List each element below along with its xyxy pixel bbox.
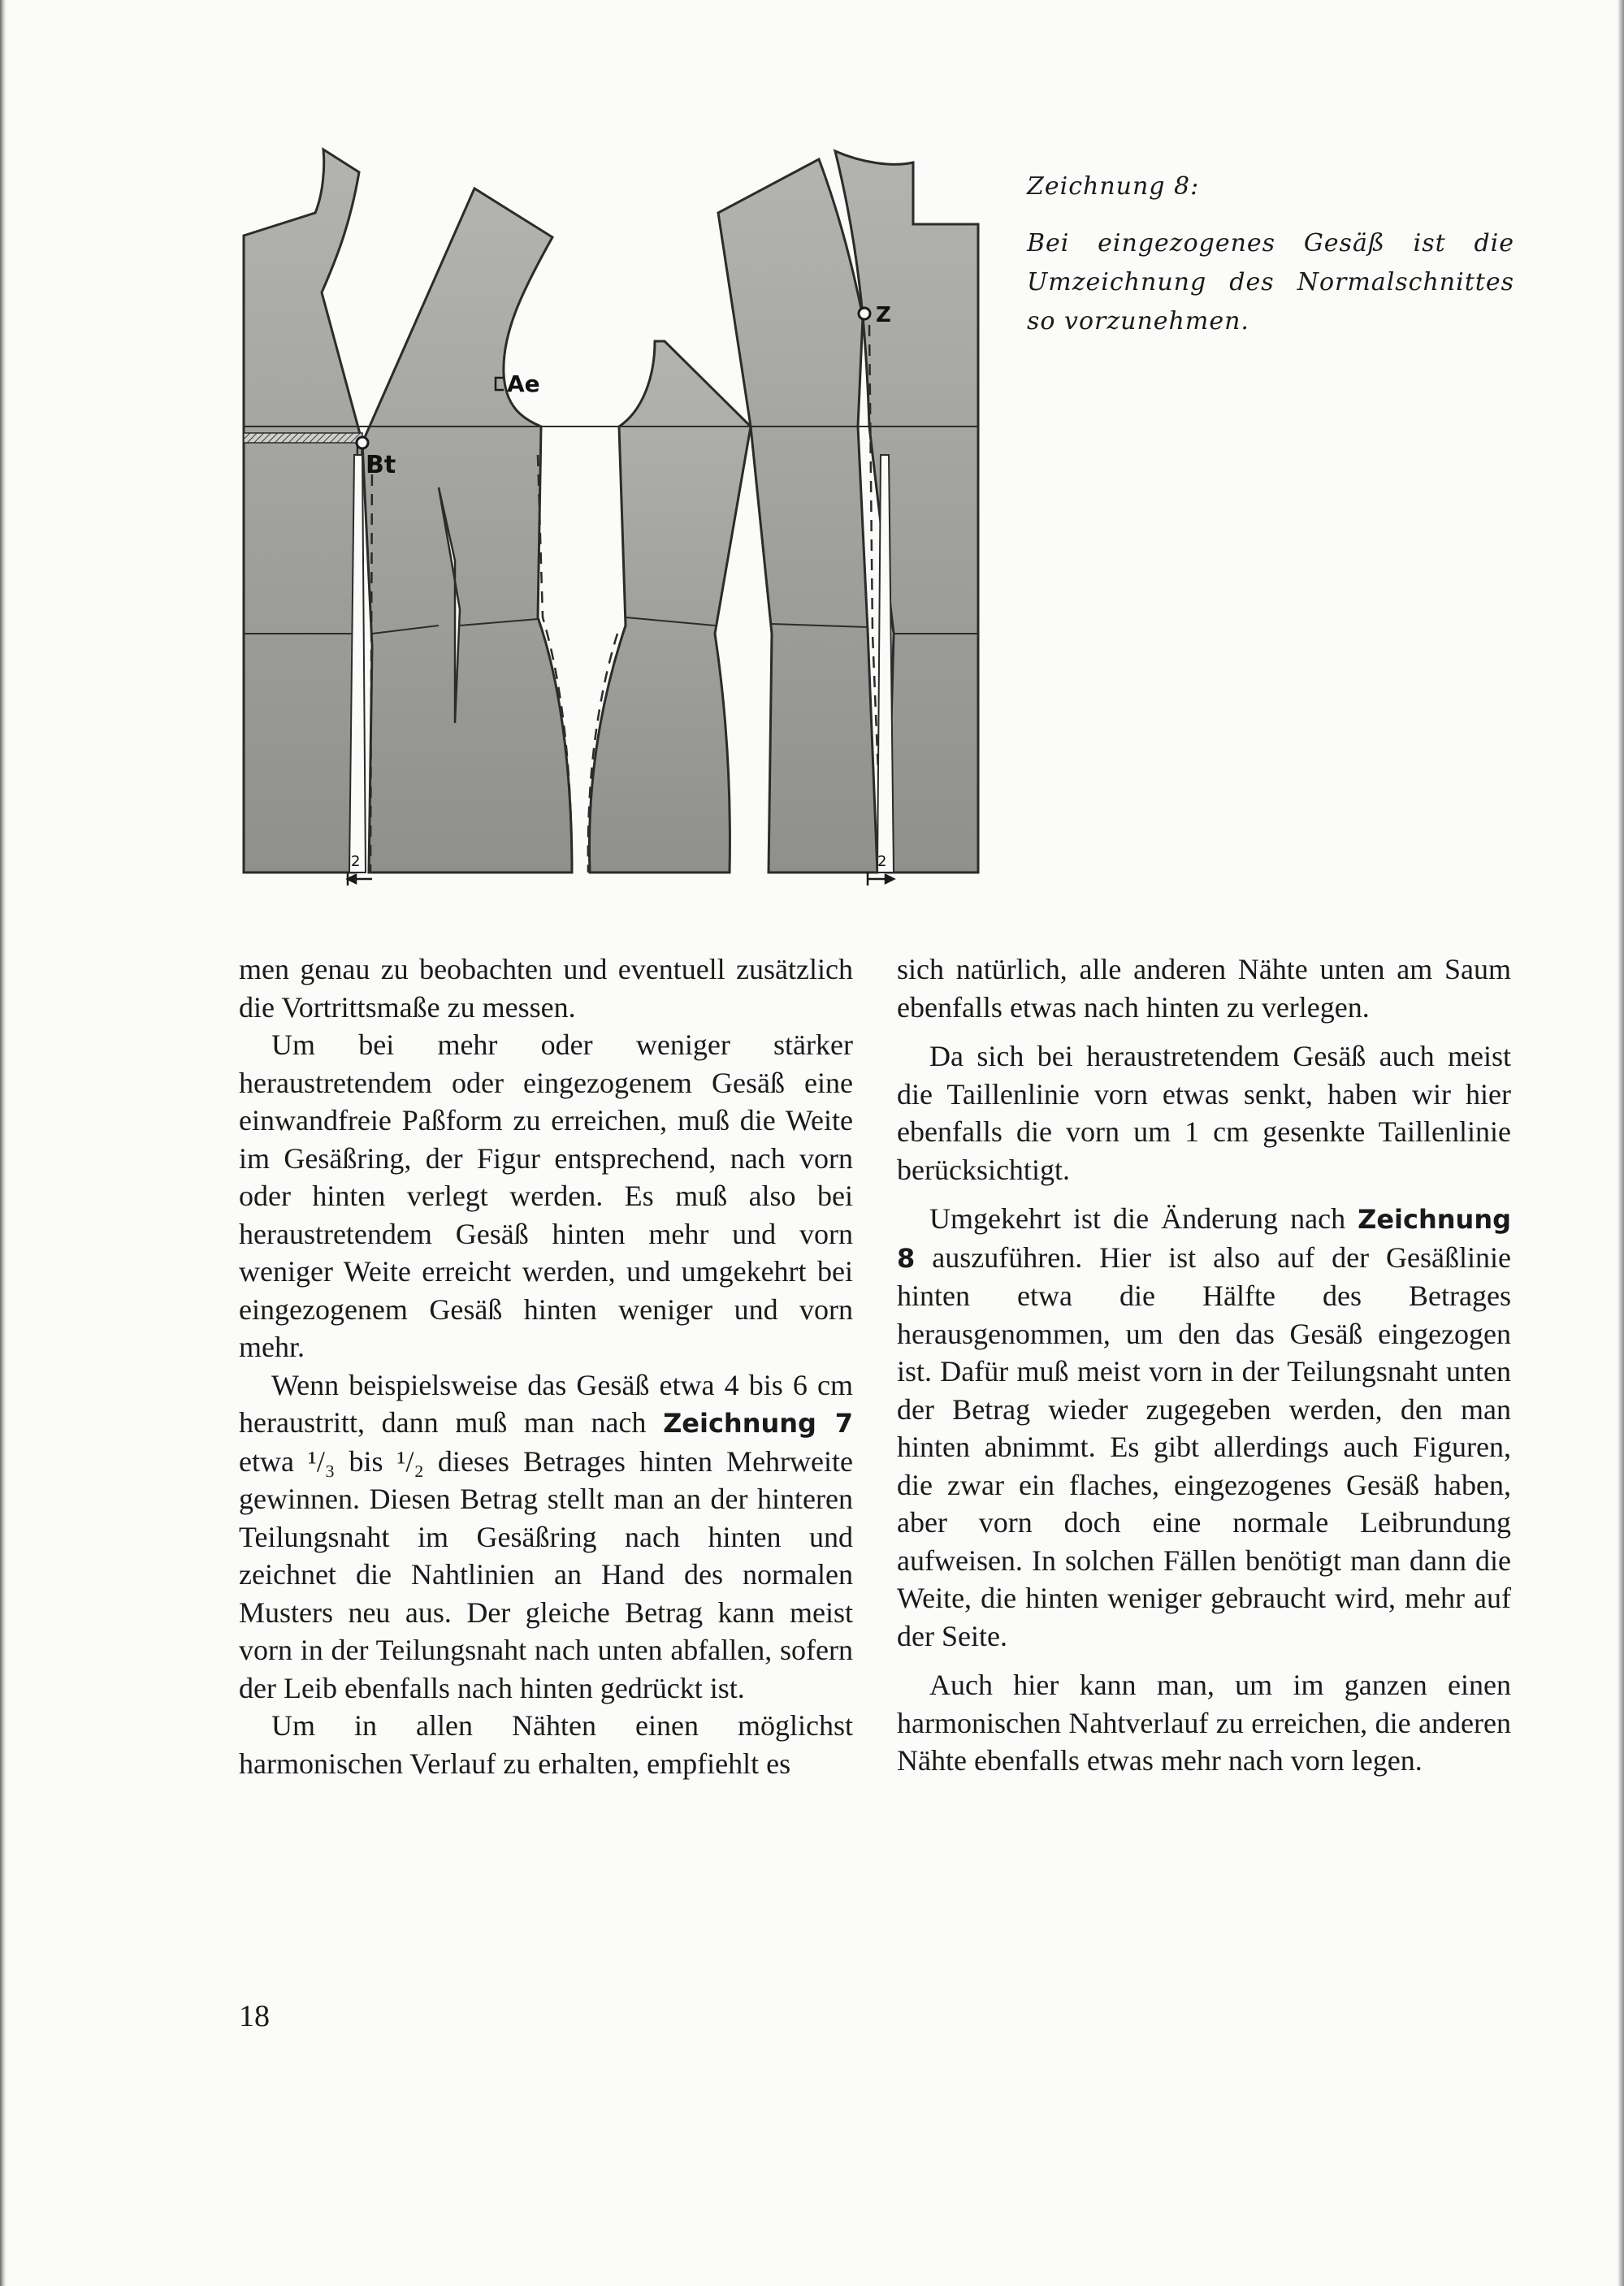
paragraph: Auch hier kann man, um im ganzen einen harmonischen Nahtverlauf zu erreichen, die anderen Nähte ebenfalls etwas mehr nach vorn legen. (897, 1669, 1511, 1777)
paragraph-text: Umgekehrt ist die Änderung nach (929, 1202, 1346, 1235)
label-bt: Bt (366, 451, 396, 479)
label-two-back: 2 (877, 853, 887, 870)
label-ae: Ae (507, 370, 540, 397)
paragraph: men genau zu beobachten und eventuell zusätzlich die Vortrittsmaße zu messen. (239, 953, 853, 1024)
paragraph-text: etwa ¹/₃ bis ¹/₂ dieses Betrages hinten Mehrweite gewinnen. Diesen Betrag stellt man an der hinteren Teilungsnaht im Gesäßring nach hinten und zeichnet die Nahtlinien an Hand des normalen Musters neu aus. Der gleiche Betrag kann meist vorn in der Teilungsnaht nach unten abfallen, sofern der Leib ebenfalls nach hinten gedrückt ist. (239, 1444, 853, 1704)
page-number: 18 (239, 1999, 270, 2033)
paragraph: Da sich bei heraustretendem Gesäß auch meist die Taillenlinie vorn etwas senkt, haben wir hier ebenfalls die vorn um 1 cm gesenkte Taillenlinie berücksichtigt. (897, 1040, 1511, 1186)
text-column-right (897, 950, 1511, 1780)
page-edge-shadow-left (0, 0, 6, 2286)
back-middle-panel (718, 159, 877, 872)
point-bt-marker (357, 437, 368, 448)
label-two-front: 2 (351, 853, 361, 870)
paragraph (897, 1200, 1511, 1655)
paragraph-text: auszuführen. Hier ist also auf der Gesäßlinie hinten etwa die Hälfte des Betrages herausgenommen, um den das Gesäß eingezogen ist. Dafür muß meist vorn in der Teilungsnaht unten der Betrag wieder zugegeben werden, den man hinten abnimmt. Es gibt allerdings auch Figuren, die zwar ein flaches, eingezogenes Gesäß haben, aber vorn doch eine normale Leibrundung aufweisen. In solchen Fällen benötigt man dann die Weite, die hinten weniger gebraucht wird, mehr auf der Seite. (897, 1240, 1512, 1652)
point-z-marker (859, 308, 870, 319)
paragraph: Um in allen Nähten einen möglichst harmonischen Verlauf zu erhalten, empfiehlt es (239, 1709, 853, 1780)
paragraph: Um bei mehr oder weniger stärker heraustretendem oder eingezogenem Gesäß eine einwandfreie Paßform zu erreichen, muß die Weite im Gesäßring, der Figur entsprechend, nach vorn oder hinten verlegt werden. Es muß also bei heraustretendem Gesäß hinten mehr und vorn weniger Weite erreicht werden, und umgekehrt bei eingezogenem Gesäß hinten weniger und vorn mehr. (239, 1028, 853, 1363)
paragraph-text: Wenn beispielsweise das Gesäß etwa 4 bis 6 cm heraustritt, dann muß man nach (239, 1368, 853, 1439)
pattern-drawing-figure (240, 146, 980, 885)
figure-reference: Zeichnung 7 (663, 1408, 853, 1439)
paragraph: sich natürlich, alle anderen Nähte unten am Saum ebenfalls etwas nach hinten zu verlegen. (897, 953, 1511, 1024)
text-column-left (239, 950, 853, 1782)
caption-body: Bei eingezogenes Gesäß ist die Umzeichnung des Normalschnittes so vorzunehmen. (1027, 229, 1514, 336)
back-side-panel (589, 341, 751, 872)
page-edge-shadow-right (1618, 0, 1624, 2286)
caption-title: Zeichnung 8: (1027, 172, 1200, 201)
paragraph (239, 1366, 853, 1708)
figure-caption (1027, 167, 1514, 341)
label-z: Z (876, 303, 891, 327)
front-center-panel (244, 149, 362, 872)
front-side-panel (362, 188, 572, 872)
figure-reference: Zeichnung 8 (897, 1204, 1512, 1274)
